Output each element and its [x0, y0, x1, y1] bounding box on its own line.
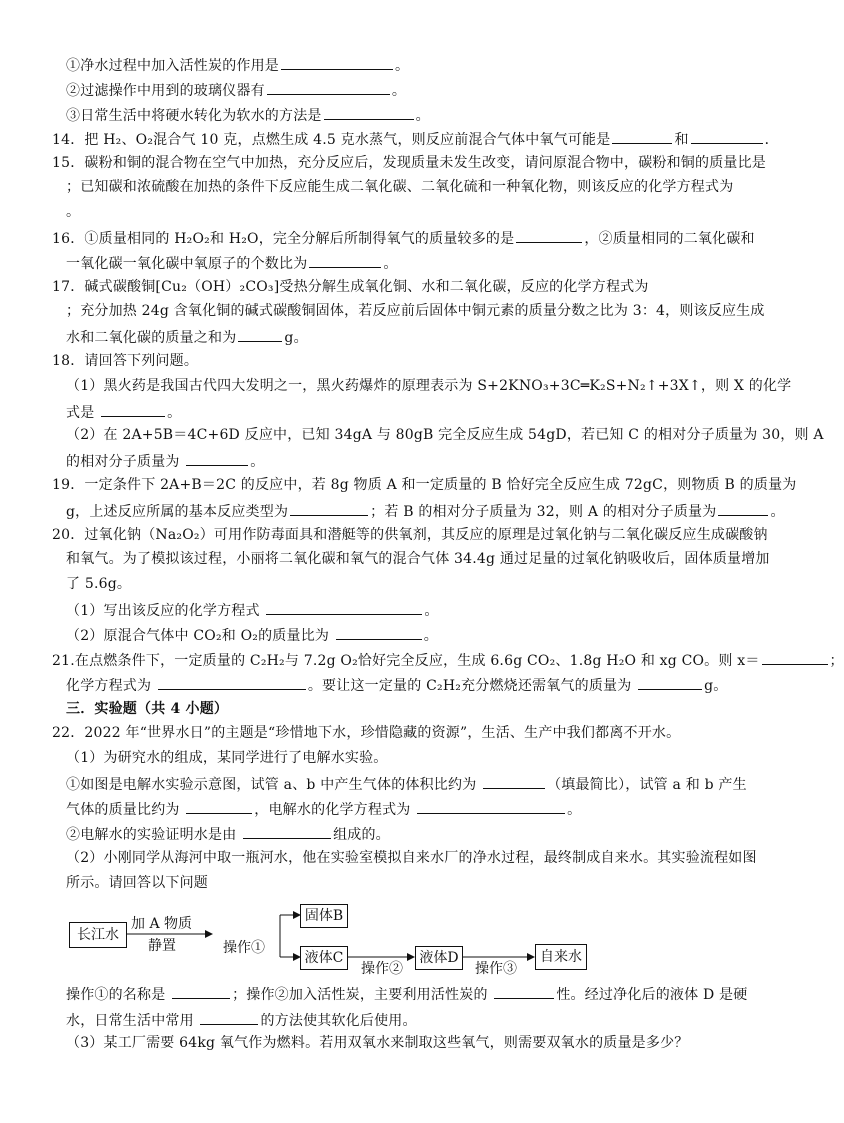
q15-line-2: ；已知碳和浓硫酸在加热的条件下反应能生成二氧化碳、二氧化硫和一种氧化物，则该反应的化学方程式为 [66, 179, 734, 195]
q18-title: 18．请回答下列问题。 [52, 353, 199, 369]
answer-blank[interactable] [324, 105, 414, 120]
q17-line-2: ；充分加热 24g 含氧化铜的碱式碳酸铜固体，若反应前后固体中铜元素的质量分数之比为 3：4，则该反应生成 [66, 303, 765, 319]
step1-sub-label: 静置 [148, 938, 176, 954]
op1-label: 操作① [223, 940, 265, 956]
q21-line-1: 21.在点燃条件下，一定质量的 C₂H₂与 7.2g O₂恰好完全反应，生成 6.6g CO₂、1.8g H₂O 和 xg CO。则 x＝ ； [52, 650, 844, 670]
q22-part2-line1: （2）小刚同学从海河中取一瓶河水，他在实验室模拟自来水厂的净水过程，最终制成自来水。其实验流程如图 [66, 850, 757, 866]
answer-blank[interactable] [494, 984, 554, 999]
q22-part2-q-line1: 操作①的名称是 ；操作②加入活性炭，主要利用活性炭的 性。经过净化后的液体 D 是硬 [66, 984, 747, 1004]
q22-part1-item2: ②电解水的实验证明水是由 组成的。 [66, 824, 390, 844]
q17-line-1: 17．碱式碳酸铜[Cu₂（OH）₂CO₃]受热分解生成氧化铜、水和二氧化碳，反应的化学方程式为 [52, 279, 649, 295]
q22-part1-item1-line1: ①如图是电解水实验示意图，试管 a、b 中产生气体的体积比约为 （填最简比），试管 a 和 b 产生 [66, 774, 747, 794]
q15-line-1: 15．碳粉和铜的混合物在空气中加热，充分反应后，发现质量未发生改变，请问原混合物中，碳粉和铜的质量比是 [52, 155, 767, 171]
q22-line-1: 22．2022 年“世界水日”的主题是“珍惜地下水，珍惜隐藏的资源”，生活、生产中我们都离不开水。 [52, 725, 681, 741]
answer-blank[interactable] [612, 129, 672, 144]
answer-blank[interactable] [638, 675, 702, 690]
answer-blank[interactable] [266, 600, 422, 615]
answer-blank[interactable] [336, 625, 422, 640]
answer-blank[interactable] [172, 984, 230, 999]
q13-item-3: ③日常生活中将硬水转化为软水的方法是 。 [66, 105, 430, 125]
q16-line-2: 一氧化碳一氧化碳中氧原子的个数比为 。 [66, 253, 398, 273]
q19-line-2: g，上述反应所属的基本反应类型为 ；若 B 的相对分子质量为 32，则 A 的相对分子质量为 。 [66, 501, 785, 521]
q22-part2-line2: 所示。请回答以下问题 [66, 875, 208, 891]
answer-blank[interactable] [238, 327, 282, 342]
op2-label: 操作② [361, 961, 403, 977]
q22-part1-title: （1）为研究水的组成，某同学进行了电解水实验。 [66, 750, 388, 766]
q20-line-2: 和氧气。为了模拟该过程，小丽将二氧化碳和氧气的混合气体 34.4g 通过足量的过氧化钠吸收后，固体质量增加 [66, 551, 770, 567]
step1-label: 加 A 物质 [131, 916, 193, 932]
answer-blank[interactable] [718, 501, 768, 516]
source-box: 长江水 [69, 922, 127, 948]
q20-line-1: 20．过氧化钠（Na₂O₂）可用作防毒面具和潜艇等的供氧剂，其反应的原理是过氧化钠与二氧化碳反应生成碳酸钠 [52, 527, 768, 543]
q18-part1-line1: （1）黑火药是我国古代四大发明之一，黑火药爆炸的原理表示为 S+2KNO₃+3C═K₂S+N₂↑+3X↑，则 X 的化学 [66, 378, 792, 394]
q18-part1-line2: 式是 。 [66, 402, 181, 422]
answer-blank[interactable] [516, 228, 582, 243]
q22-part3: （3）某工厂需要 64kg 氧气作为燃料。若用双氧水来制取这些氧气，则需要双氧水的质量是多少？ [66, 1035, 689, 1051]
q21-line-2: 化学方程式为 。要让这一定量的 C₂H₂充分燃烧还需氧气的质量为 g。 [66, 675, 728, 695]
section-heading: 三．实验题（共 4 小题） [66, 701, 229, 717]
answer-blank[interactable] [200, 1010, 258, 1025]
answer-blank[interactable] [281, 55, 393, 70]
q13-item-1: ①净水过程中加入活性炭的作用是 。 [66, 55, 409, 75]
op3-label: 操作③ [475, 961, 517, 977]
answer-blank[interactable] [762, 650, 828, 665]
answer-blank[interactable] [186, 451, 248, 466]
tap-water-box: 自来水 [535, 944, 587, 970]
q22-part1-item1-line2: 气体的质量比约为 ，电解水的化学方程式为 。 [66, 799, 581, 819]
answer-blank[interactable] [691, 129, 763, 144]
q16-line-1: 16．①质量相同的 H₂O₂和 H₂O，完全分解后所制得氧气的质量较多的是 ，②质量相同的二氧化碳和 [52, 228, 755, 248]
liquid-d-box: 液体D [415, 946, 463, 970]
answer-blank[interactable] [186, 799, 252, 814]
q18-part2-line2: 的相对分子质量为 。 [66, 451, 264, 471]
answer-blank[interactable] [290, 501, 368, 516]
q13-item-2: ②过滤操作中用到的玻璃仪器有 。 [66, 80, 406, 100]
answer-blank[interactable] [243, 824, 331, 839]
answer-blank[interactable] [267, 80, 390, 95]
q20-part2: （2）原混合气体中 CO₂和 O₂的质量比为 。 [66, 625, 438, 645]
q19-line-1: 19．一定条件下 2A+B＝2C 的反应中，若 8g 物质 A 和一定质量的 B 恰好完全反应生成 72gC，则物质 B 的质量为 [52, 477, 797, 493]
q22-part2-q-line2: 水，日常生活中常用 的方法使其软化后使用。 [66, 1010, 417, 1030]
q20-line-3: 了 5.6g。 [66, 576, 132, 592]
solid-b-box: 固体B [300, 904, 348, 928]
answer-blank[interactable] [309, 253, 381, 268]
q15-line-3: 。 [66, 204, 81, 220]
q20-part1: （1）写出该反应的化学方程式 。 [66, 600, 439, 620]
q17-line-3: 水和二氧化碳的质量之和为 g。 [66, 327, 308, 347]
answer-blank[interactable] [483, 774, 545, 789]
q14: 14．把 H₂、O₂混合气 10 克，点燃生成 4.5 克水蒸气，则反应前混合气体中氧气可能是 和 ． [52, 129, 779, 149]
answer-blank[interactable] [158, 675, 306, 690]
liquid-c-box: 液体C [300, 946, 348, 970]
answer-blank[interactable] [417, 799, 565, 814]
answer-blank[interactable] [101, 402, 165, 417]
q18-part2-line1: （2）在 2A+5B＝4C+6D 反应中，已知 34gA 与 80gB 完全反应生成 54gD，若已知 C 的相对分子质量为 30，则 A [66, 427, 824, 443]
